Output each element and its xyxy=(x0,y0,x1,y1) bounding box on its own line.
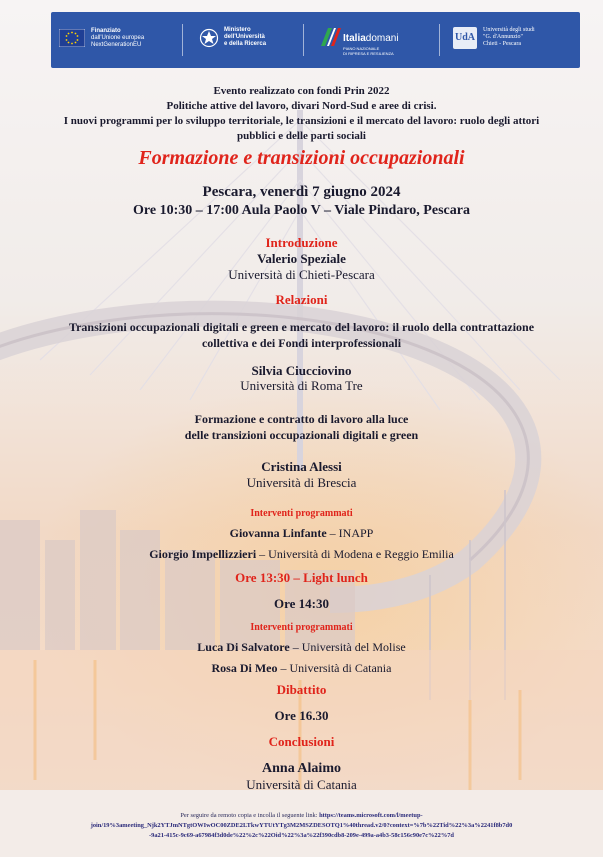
talk1-speaker: Silvia Ciucciovino xyxy=(251,363,352,378)
uda-line3: Chieti - Pescara xyxy=(483,41,521,47)
talk1-title-line2: collettiva e dei Fondi interprofessionali xyxy=(201,336,402,350)
intro-speaker: Valerio Speziale xyxy=(257,251,346,266)
funding-banner xyxy=(51,12,580,68)
italia-sub2: DI RIPRESA E RESILIENZA xyxy=(343,51,394,56)
banner-divider xyxy=(303,24,304,56)
int4-name: Rosa Di Meo xyxy=(211,661,278,675)
project-line3: I nuovi programmi per lo sviluppo territoriale, le transizioni e il mercato del lavoro: ruolo degli attori xyxy=(63,115,540,127)
eu-title: Finanziato xyxy=(91,28,121,34)
lunch-break: Ore 13:30 – Light lunch xyxy=(235,570,368,585)
mur-line2: dell'Università xyxy=(224,34,265,40)
teams-link-part2[interactable]: join/19%3ameeting_Njk2YTJmNTgtOWIwOC00ZDE2LTkwYTUtYTg3M2MSZDESOTQ1%40thread.v2/0?context=%7b%22Tid%22%3a%2241f8b7d0 xyxy=(90,822,513,829)
talk2-affiliation: Università di Brescia xyxy=(246,475,357,490)
event-date: Pescara, venerdì 7 giugno 2024 xyxy=(202,184,401,200)
eu-line2: dall'Unione europea xyxy=(91,35,145,41)
afternoon-session-time: Ore 14:30 xyxy=(274,596,329,611)
int4-affiliation: – Università di Catania xyxy=(277,661,392,675)
event-title: Formazione e transizioni occupazionali xyxy=(138,147,465,169)
interventi-heading-2: Interventi programmati xyxy=(250,622,353,633)
project-description xyxy=(0,84,603,144)
intervention-4 xyxy=(0,661,603,676)
dibattito-time: Ore 16.30 xyxy=(274,708,329,723)
conclusion-speaker: Anna Alaimo xyxy=(262,761,341,776)
interventi-heading-1: Interventi programmati xyxy=(250,508,353,519)
dibattito-heading: Dibattito xyxy=(276,682,327,697)
introduzione-heading: Introduzione xyxy=(265,235,338,250)
funding-note: Evento realizzato con fondi Prin 2022 xyxy=(213,85,390,97)
talk2-speaker: Cristina Alessi xyxy=(261,459,342,474)
banner-divider xyxy=(439,24,440,56)
int2-name: Giorgio Impellizzieri xyxy=(149,547,257,561)
eu-flag-icon xyxy=(59,29,85,47)
mur-line3: e della Ricerca xyxy=(224,41,267,47)
int1-affiliation: – INAPP xyxy=(326,526,374,540)
relazioni-heading: Relazioni xyxy=(275,292,328,307)
uda-line2: "G. d'Annunzio" xyxy=(483,34,523,40)
remote-access-footer xyxy=(0,811,603,841)
project-line2: Politiche attive del lavoro, divari Nord-Sud e aree di crisi. xyxy=(166,100,437,112)
project-line4: pubblici e delle parti sociali xyxy=(237,130,366,142)
event-time-place: Ore 10:30 – 17:00 Aula Paolo V – Viale Pindaro, Pescara xyxy=(133,203,470,218)
italia-sub1: PIANO NAZIONALE xyxy=(343,46,380,51)
intervention-3 xyxy=(0,640,603,655)
italia-rest: domani xyxy=(365,33,399,44)
conclusioni-heading: Conclusioni xyxy=(268,734,335,749)
talk2-title-line2: delle transizioni occupazionali digitali e green xyxy=(184,428,419,442)
intervention-1 xyxy=(0,526,603,541)
uda-mark: UdA xyxy=(453,27,477,49)
teams-link-part1[interactable]: https://teams.microsoft.com/l/meetup- xyxy=(319,812,423,819)
int3-affiliation: – Università del Molise xyxy=(289,640,406,654)
intervention-2 xyxy=(0,547,603,562)
talk2-title-line1: Formazione e contratto di lavoro alla luce xyxy=(194,412,409,426)
italia-bold: Italia xyxy=(343,33,366,44)
teams-link-part3[interactable]: -9a21-415c-9c69-a67984f3d0de%22%2c%22Oid%22%3a%22f390cdb8-209e-499a-a4b3-58c156c90e7c%22%7d xyxy=(149,832,454,839)
banner-divider xyxy=(182,24,183,56)
mur-line1: Ministero xyxy=(224,27,251,33)
uda-line1: Università degli studi xyxy=(483,27,535,33)
talk1-affiliation: Università di Roma Tre xyxy=(240,378,363,393)
eu-line3: NextGenerationEU xyxy=(91,42,142,48)
int2-affiliation: – Università di Modena e Reggio Emilia xyxy=(256,547,454,561)
int1-name: Giovanna Linfante xyxy=(229,526,327,540)
italia-tricolor-icon xyxy=(319,26,341,48)
intro-affiliation: Università di Chieti-Pescara xyxy=(228,267,375,282)
conclusion-affiliation: Università di Catania xyxy=(246,777,357,792)
italian-emblem-icon xyxy=(199,28,219,48)
talk1-title-line1: Transizioni occupazionali digitali e green e mercato del lavoro: il ruolo della contrattazione xyxy=(68,320,535,334)
int3-name: Luca Di Salvatore xyxy=(197,640,290,654)
footer-prefix: Per seguire da remoto copia e incolla il seguente link: xyxy=(180,812,320,819)
